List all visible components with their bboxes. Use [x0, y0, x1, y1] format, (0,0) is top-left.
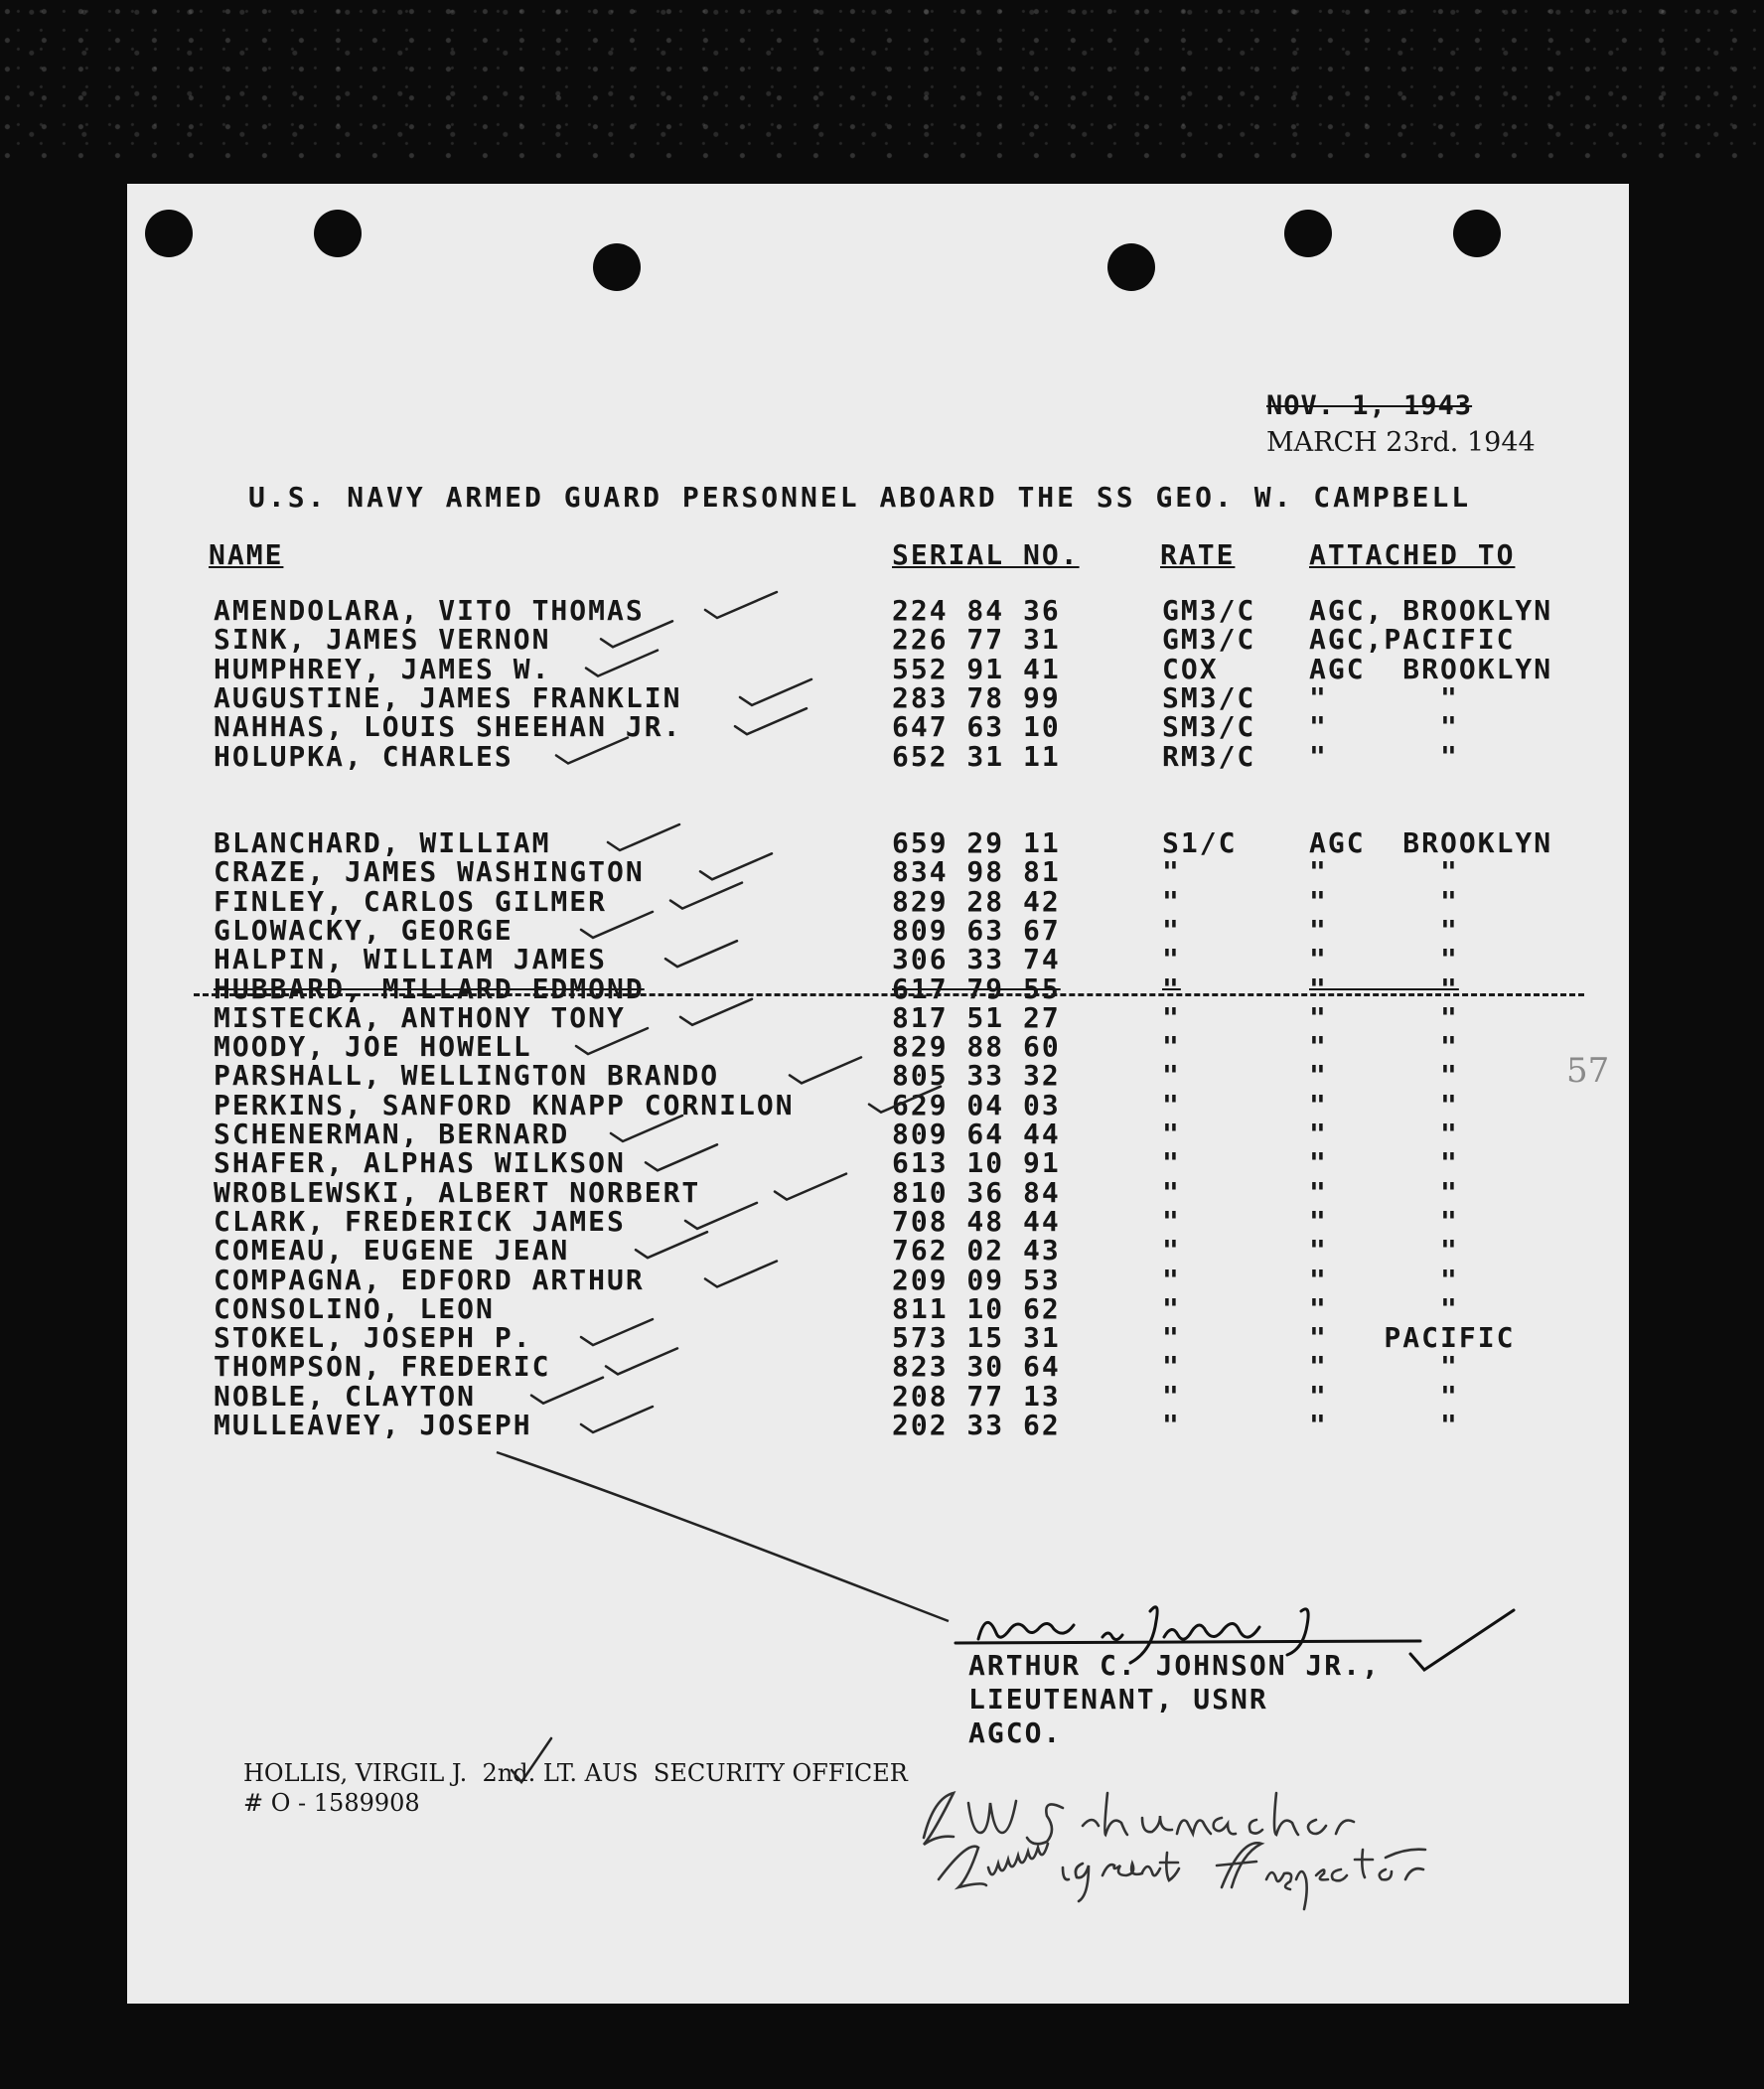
- cell-serial: 283 78 99: [892, 680, 1061, 714]
- cell-serial: 613 10 91: [892, 1146, 1061, 1180]
- cell-rate: ": [1162, 1409, 1181, 1441]
- cell-serial: 208 77 13: [892, 1379, 1061, 1413]
- cell-attached: " ": [1309, 680, 1459, 714]
- current-date: MARCH 23rd. 1944: [1266, 427, 1536, 458]
- connector-line-icon: [497, 1452, 949, 1621]
- cell-name: HALPIN, WILLIAM JAMES: [214, 943, 608, 976]
- check-mark-icon: [601, 621, 672, 647]
- cell-serial: 306 33 74: [892, 943, 1061, 976]
- cell-attached: " ": [1309, 1118, 1459, 1150]
- cell-name: NOBLE, CLAYTON: [214, 1379, 477, 1413]
- cell-attached: " ": [1309, 739, 1459, 773]
- cell-attached: " ": [1309, 943, 1459, 976]
- signatory-name: ARTHUR C. JOHNSON JR.,: [968, 1649, 1381, 1682]
- check-mark-icon: [705, 592, 777, 618]
- cell-name: HUBBARD, MILLARD EDMOND: [214, 971, 645, 1005]
- cell-name: GLOWACKY, GEORGE: [214, 913, 514, 947]
- check-mark-icon: [576, 1028, 648, 1054]
- cell-attached: " ": [1309, 913, 1459, 947]
- cell-serial: 811 10 62: [892, 1291, 1061, 1325]
- cell-serial: 552 91 41: [892, 652, 1061, 685]
- cell-attached: " ": [1309, 1059, 1459, 1093]
- cell-attached: " ": [1309, 1088, 1459, 1121]
- cell-rate: GM3/C: [1162, 594, 1256, 627]
- cell-serial: 708 48 44: [892, 1204, 1061, 1238]
- signatory-unit: AGCO.: [968, 1716, 1063, 1749]
- cell-name: PARSHALL, WELLINGTON BRANDO: [214, 1059, 720, 1093]
- cell-name: STOKEL, JOSEPH P.: [214, 1321, 532, 1355]
- cell-rate: ": [1162, 1350, 1181, 1384]
- security-officer-number: # O - 1589908: [243, 1789, 420, 1817]
- signature-johnson-icon: [956, 1607, 1514, 1670]
- check-mark-icon: [581, 1407, 653, 1432]
- cell-name: HUMPHREY, JAMES W.: [214, 652, 551, 685]
- cell-name: AMENDOLARA, VITO THOMAS: [214, 594, 645, 627]
- cell-name: CONSOLINO, LEON: [214, 1291, 495, 1325]
- check-mark-icon: [556, 738, 628, 764]
- cell-attached: " ": [1309, 1000, 1459, 1034]
- check-mark-icon: [700, 853, 772, 879]
- cell-rate: ": [1162, 1321, 1181, 1355]
- check-mark-icon: [705, 1262, 777, 1287]
- cell-serial: 834 98 81: [892, 855, 1061, 889]
- cell-name: CLARK, FREDERICK JAMES: [214, 1204, 626, 1238]
- cell-name: HOLUPKA, CHARLES: [214, 739, 514, 773]
- cell-attached: " ": [1309, 1204, 1459, 1238]
- check-mark-icon: [735, 708, 807, 734]
- cell-serial: 209 09 53: [892, 1263, 1061, 1296]
- cell-name: WROBLEWSKI, ALBERT NORBERT: [214, 1175, 701, 1209]
- cell-attached: " ": [1309, 1234, 1459, 1268]
- check-mark-icon: [606, 1348, 677, 1374]
- cell-rate: ": [1162, 1291, 1181, 1325]
- cell-attached: " ": [1309, 971, 1459, 1005]
- check-mark-icon: [581, 1319, 653, 1345]
- cell-name: SCHENERMAN, BERNARD: [214, 1118, 570, 1150]
- cell-rate: ": [1162, 971, 1181, 1005]
- cell-rate: ": [1162, 1000, 1181, 1034]
- cell-rate: ": [1162, 1118, 1181, 1150]
- cell-serial: 617 79 55: [892, 971, 1061, 1005]
- cell-serial: 817 51 27: [892, 1000, 1061, 1034]
- cell-attached: " PACIFIC: [1309, 1321, 1516, 1355]
- cell-name: COMPAGNA, EDFORD ARTHUR: [214, 1263, 645, 1296]
- cell-attached: " ": [1309, 710, 1459, 744]
- cell-name: NAHHAS, LOUIS SHEEHAN JR.: [214, 710, 682, 744]
- check-mark-icon: [586, 651, 658, 676]
- cell-rate: ": [1162, 884, 1181, 918]
- cell-attached: " ": [1309, 855, 1459, 889]
- cell-name: MOODY, JOE HOWELL: [214, 1030, 532, 1064]
- cell-name: MISTECKA, ANTHONY TONY: [214, 1000, 626, 1034]
- cell-serial: 202 33 62: [892, 1409, 1061, 1441]
- cell-serial: 573 15 31: [892, 1321, 1061, 1355]
- cell-rate: SM3/C: [1162, 710, 1256, 744]
- cell-attached: " ": [1309, 1175, 1459, 1209]
- cell-name: BLANCHARD, WILLIAM: [214, 826, 551, 859]
- cell-rate: ": [1162, 1146, 1181, 1180]
- cell-attached: AGC, BROOKLYN: [1309, 594, 1553, 627]
- cell-serial: 823 30 64: [892, 1350, 1061, 1384]
- cell-serial: 805 33 32: [892, 1059, 1061, 1093]
- check-mark-icon: [775, 1174, 846, 1200]
- security-officer-line: HOLLIS, VIRGIL J. 2nd. LT. AUS SECURITY OFFICER: [243, 1759, 908, 1787]
- check-mark-icon: [685, 1203, 757, 1229]
- hollis-check-icon: [512, 1738, 551, 1782]
- cell-name: CRAZE, JAMES WASHINGTON: [214, 855, 645, 889]
- check-mark-icon: [581, 912, 653, 938]
- page-number: 57: [1566, 1051, 1610, 1091]
- cell-name: SHAFER, ALPHAS WILKSON: [214, 1146, 626, 1180]
- check-mark-icon: [636, 1232, 707, 1258]
- cell-rate: COX: [1162, 652, 1219, 685]
- page-title: U.S. NAVY ARMED GUARD PERSONNEL ABOARD THE SS GEO. W. CAMPBELL: [248, 481, 1472, 514]
- col-header-rate: RATE: [1160, 538, 1236, 571]
- col-header-attached: ATTACHED TO: [1309, 538, 1516, 571]
- struck-date: NOV. 1, 1943: [1266, 390, 1473, 421]
- signatory-title: LIEUTENANT, USNR: [968, 1683, 1268, 1716]
- cell-attached: AGC BROOKLYN: [1309, 652, 1553, 685]
- cell-rate: ": [1162, 855, 1181, 889]
- check-mark-icon: [531, 1378, 603, 1404]
- col-header-serial: SERIAL NO.: [892, 538, 1080, 571]
- cell-rate: ": [1162, 913, 1181, 947]
- cell-attached: " ": [1309, 1291, 1459, 1325]
- cell-attached: " ": [1309, 1350, 1459, 1384]
- cell-attached: " ": [1309, 1379, 1459, 1413]
- cell-serial: 224 84 36: [892, 594, 1061, 627]
- cell-rate: ": [1162, 1059, 1181, 1093]
- signature-schumacher-icon: [924, 1793, 1425, 1909]
- check-mark-icon: [680, 999, 752, 1025]
- cell-name: AUGUSTINE, JAMES FRANKLIN: [214, 680, 682, 714]
- cell-attached: " ": [1309, 1409, 1459, 1441]
- cell-serial: 629 04 03: [892, 1088, 1061, 1121]
- col-header-name: NAME: [209, 538, 284, 571]
- cell-serial: 809 63 67: [892, 913, 1061, 947]
- check-mark-icon: [740, 679, 811, 705]
- check-mark-icon: [869, 1087, 941, 1113]
- cell-rate: ": [1162, 1088, 1181, 1121]
- cell-attached: " ": [1309, 1146, 1459, 1180]
- cell-rate: S1/C: [1162, 826, 1238, 859]
- cell-name: MULLEAVEY, JOSEPH: [214, 1409, 532, 1441]
- cell-attached: " ": [1309, 1030, 1459, 1064]
- cell-name: PERKINS, SANFORD KNAPP CORNILON: [214, 1088, 795, 1121]
- cell-name: COMEAU, EUGENE JEAN: [214, 1234, 570, 1268]
- cell-rate: RM3/C: [1162, 739, 1256, 773]
- cell-rate: ": [1162, 1234, 1181, 1268]
- cell-serial: 829 88 60: [892, 1030, 1061, 1064]
- check-mark-icon: [670, 883, 742, 909]
- cell-rate: SM3/C: [1162, 680, 1256, 714]
- cell-rate: ": [1162, 1030, 1181, 1064]
- cell-serial: 829 28 42: [892, 884, 1061, 918]
- cell-name: FINLEY, CARLOS GILMER: [214, 884, 608, 918]
- cell-serial: 659 29 11: [892, 826, 1061, 859]
- cell-serial: 226 77 31: [892, 623, 1061, 657]
- check-mark-icon: [608, 824, 679, 850]
- cell-rate: ": [1162, 1263, 1181, 1296]
- cell-serial: 810 36 84: [892, 1175, 1061, 1209]
- cell-name: THOMPSON, FREDERIC: [214, 1350, 551, 1384]
- cell-name: SINK, JAMES VERNON: [214, 623, 551, 657]
- cell-rate: ": [1162, 1379, 1181, 1413]
- cell-rate: ": [1162, 1204, 1181, 1238]
- cell-attached: " ": [1309, 884, 1459, 918]
- cell-serial: 809 64 44: [892, 1118, 1061, 1150]
- cell-serial: 647 63 10: [892, 710, 1061, 744]
- cell-attached: AGC,PACIFIC: [1309, 623, 1516, 657]
- check-marks: [531, 592, 941, 1432]
- cell-serial: 652 31 11: [892, 739, 1061, 773]
- cell-rate: ": [1162, 1175, 1181, 1209]
- cell-attached: " ": [1309, 1263, 1459, 1296]
- cell-rate: GM3/C: [1162, 623, 1256, 657]
- cell-serial: 762 02 43: [892, 1234, 1061, 1268]
- check-mark-icon: [611, 1116, 682, 1141]
- check-mark-icon: [665, 941, 737, 967]
- cell-rate: ": [1162, 943, 1181, 976]
- check-mark-icon: [646, 1144, 717, 1170]
- check-mark-icon: [790, 1057, 861, 1083]
- cell-attached: AGC BROOKLYN: [1309, 826, 1553, 859]
